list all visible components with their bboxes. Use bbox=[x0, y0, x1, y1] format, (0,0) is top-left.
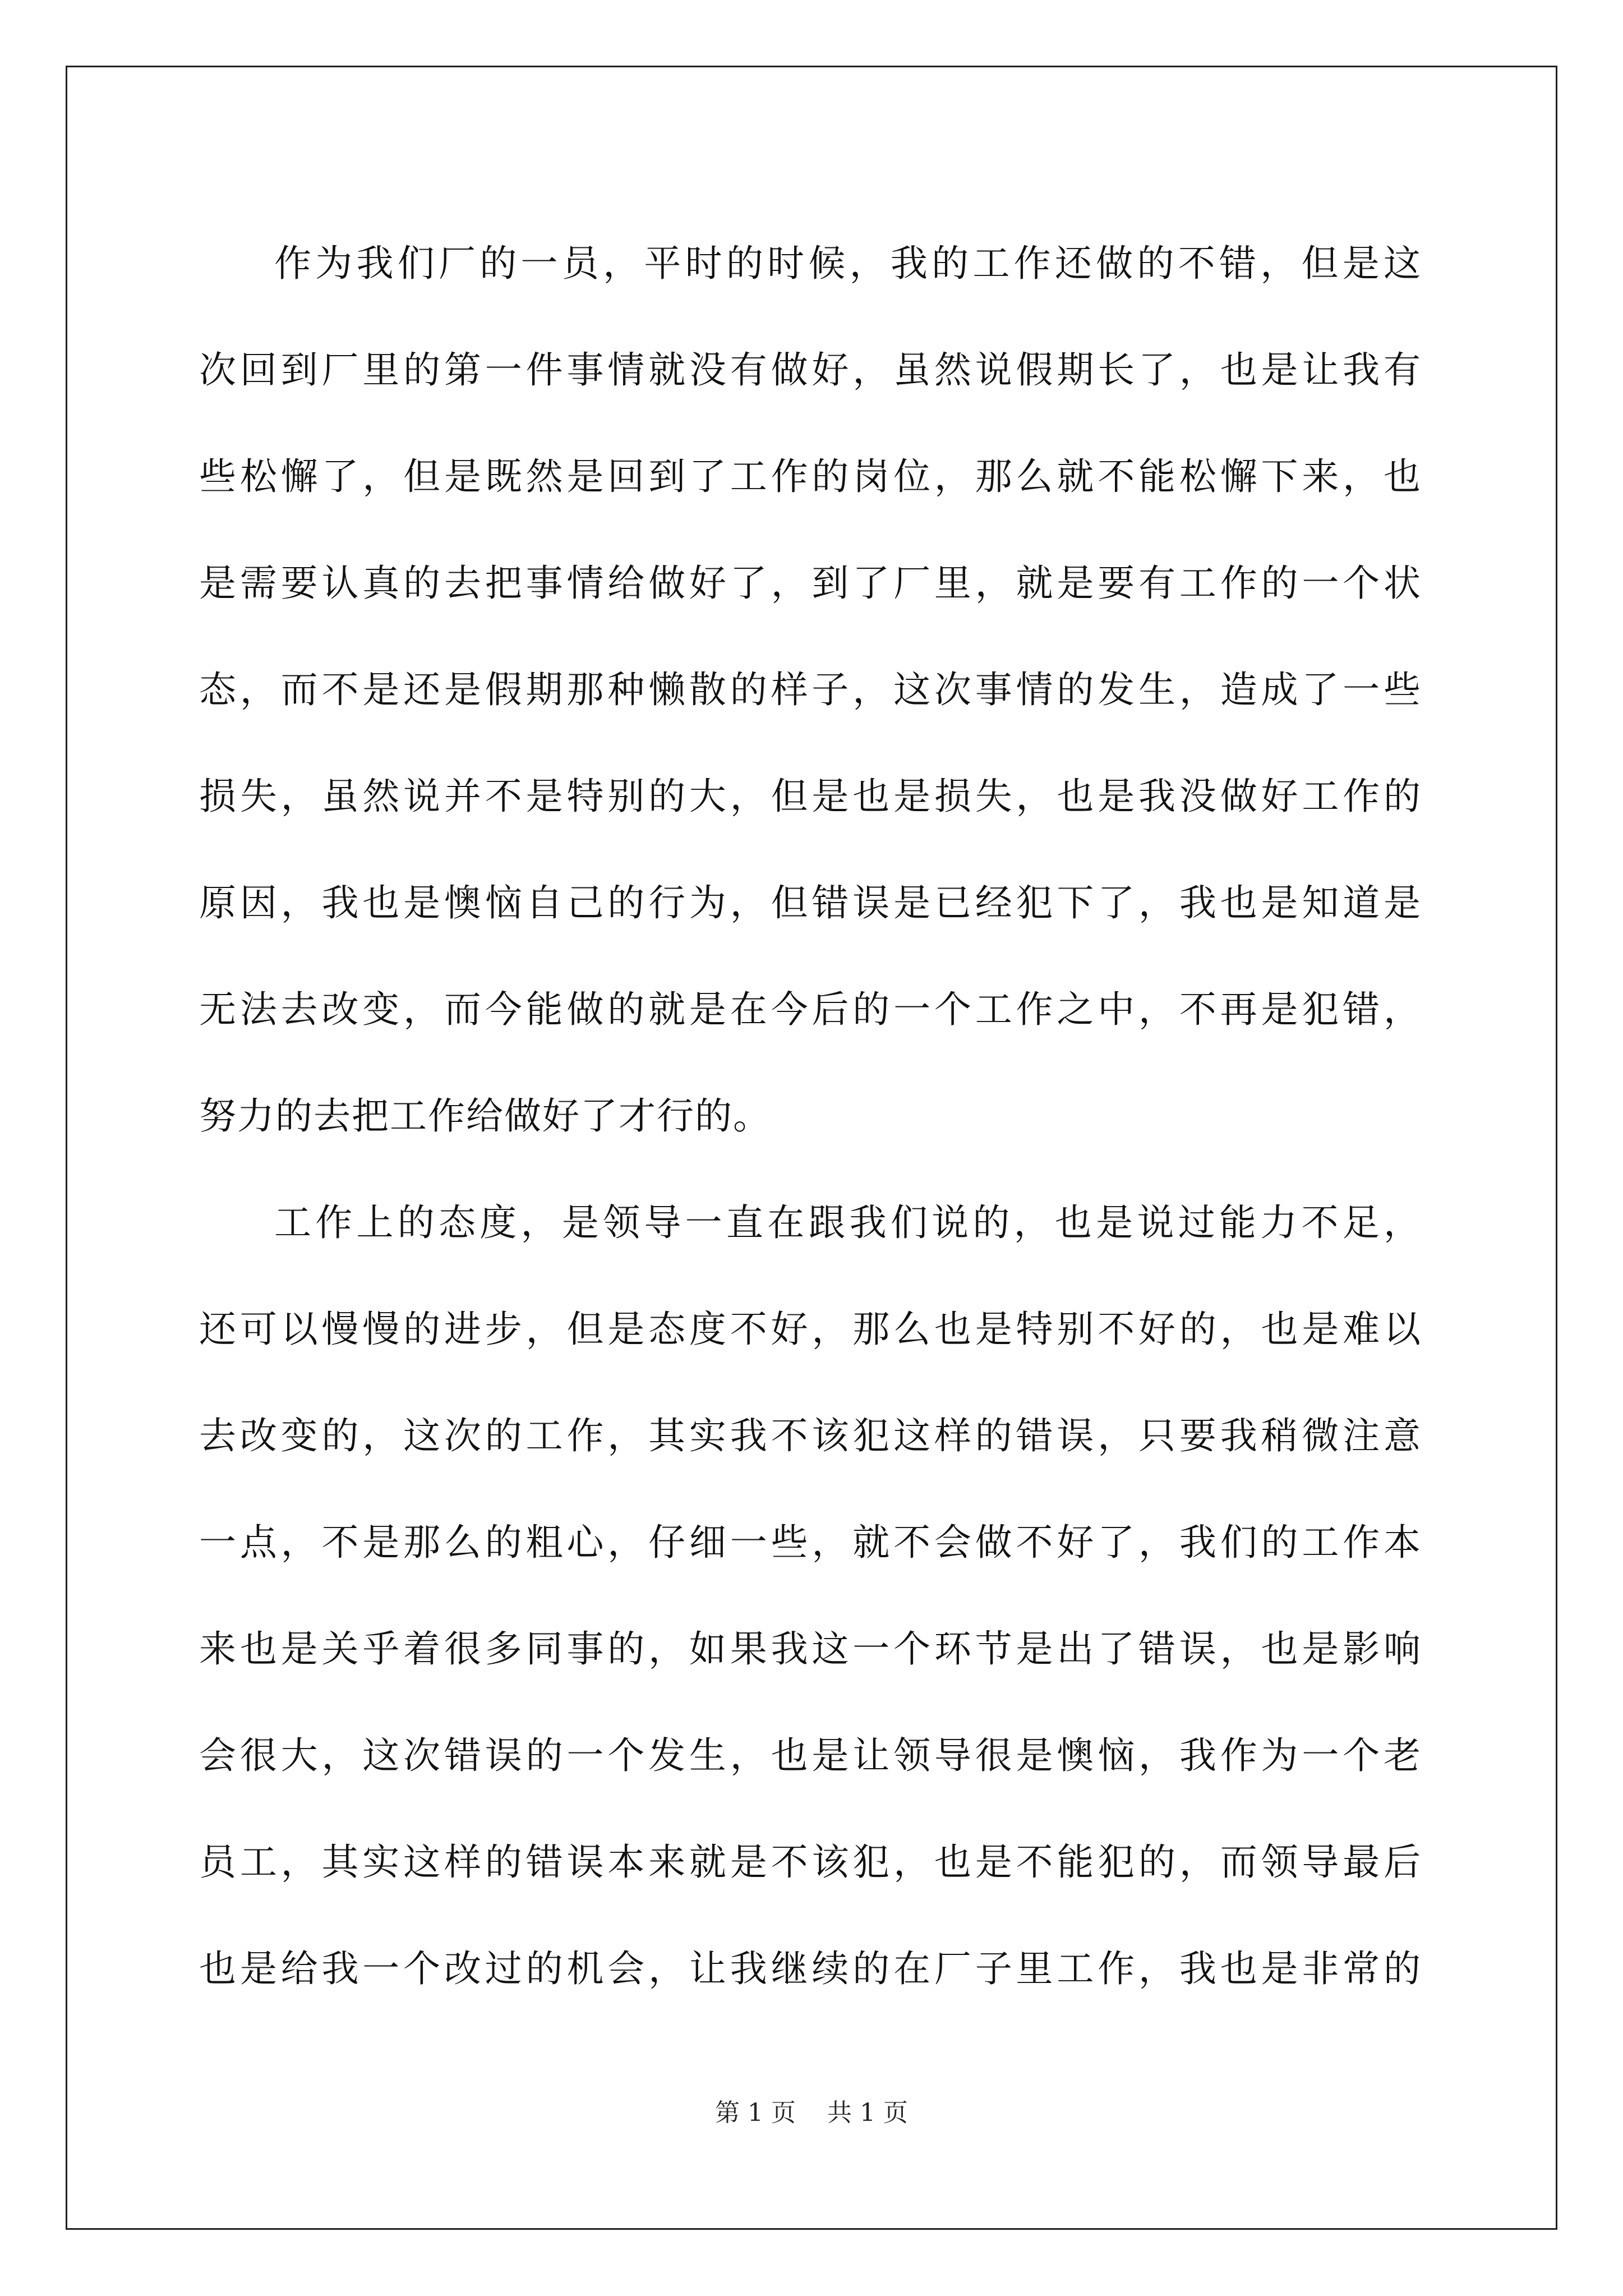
paragraph-1-line-3: 些松懈了，但是既然是回到了工作的岗位，那么就不能松懈下来，也 bbox=[199, 455, 1422, 498]
paragraph-2-line-3: 去改变的，这次的工作，其实我不该犯这样的错误，只要我稍微注意 bbox=[199, 1414, 1422, 1457]
paragraph-2-line-8: 也是给我一个改过的机会，让我继续的在厂子里工作，我也是非常的 bbox=[199, 1947, 1422, 1990]
paragraph-1-line-8: 无法去改变，而今能做的就是在今后的一个工作之中，不再是犯错， bbox=[199, 988, 1422, 1031]
paragraph-2-line-5: 来也是关乎着很多同事的，如果我这一个环节是出了错误，也是影响 bbox=[199, 1627, 1422, 1671]
paragraph-1-line-7: 原因，我也是懊恼自己的行为，但错误是已经犯下了，我也是知道是 bbox=[199, 881, 1422, 924]
document-body bbox=[199, 210, 1422, 2022]
paragraph-1-line-1: 作为我们厂的一员，平时的时候，我的工作还做的不错，但是这 bbox=[274, 242, 1422, 285]
paragraph-2-line-6: 会很大，这次错误的一个发生，也是让领导很是懊恼，我作为一个老 bbox=[199, 1734, 1422, 1777]
paragraph-2-line-4: 一点，不是那么的粗心，仔细一些，就不会做不好了，我们的工作本 bbox=[199, 1521, 1422, 1564]
page-number-footer: 第 1 页 共 1 页 bbox=[715, 2099, 908, 2127]
paragraph-1-line-9: 努力的去把工作给做好了才行的。 bbox=[199, 1094, 771, 1138]
paragraph-1-line-5: 态，而不是还是假期那种懒散的样子，这次事情的发生，造成了一些 bbox=[199, 668, 1422, 711]
paragraph-2-line-1: 工作上的态度，是领导一直在跟我们说的，也是说过能力不足， bbox=[274, 1201, 1422, 1244]
paragraph-2-line-7: 员工，其实这样的错误本来就是不该犯，也是不能犯的，而领导最后 bbox=[199, 1841, 1422, 1884]
paragraph-1-line-4: 是需要认真的去把事情给做好了，到了厂里，就是要有工作的一个状 bbox=[199, 562, 1422, 605]
paragraph-1-line-6: 损失，虽然说并不是特别的大，但是也是损失，也是我没做好工作的 bbox=[199, 775, 1422, 818]
paragraph-1-line-2: 次回到厂里的第一件事情就没有做好，虽然说假期长了，也是让我有 bbox=[199, 348, 1422, 392]
paragraph-2-line-2: 还可以慢慢的进步，但是态度不好，那么也是特别不好的，也是难以 bbox=[199, 1308, 1422, 1351]
